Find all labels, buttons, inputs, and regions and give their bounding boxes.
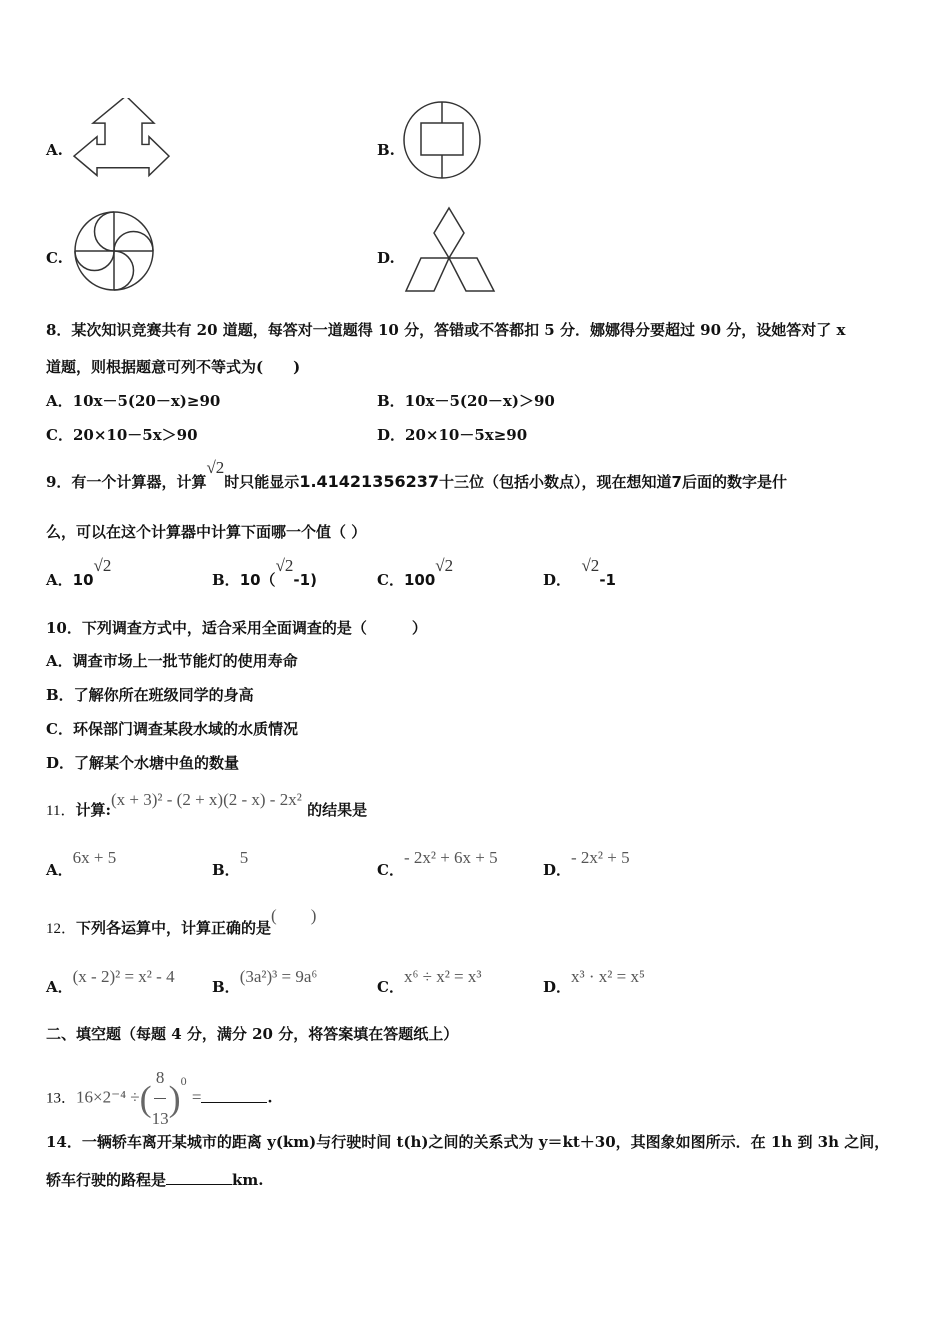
numerator: 8 <box>154 1058 167 1099</box>
option-label: C． <box>377 571 404 589</box>
q12-paren: ( ) <box>271 906 317 925</box>
option-expression: (3a²)³ = 9a⁶ <box>239 967 318 986</box>
q13-expression: 16×2⁻⁴ ÷ <box>76 1087 140 1107</box>
q7-option-d-label: D. <box>377 249 395 267</box>
q14-stem-line2 <box>46 1170 264 1190</box>
option-label: A． <box>46 861 73 879</box>
q10-option-c: C．环保部门调查某段水域的水质情况 <box>46 720 298 738</box>
q9-seven: 7 <box>671 473 682 491</box>
q12-option-a <box>46 967 175 997</box>
sqrt2: √2 <box>93 556 112 575</box>
q9-pre: 9．有一个计算器，计算 <box>46 473 207 491</box>
q8-option-a: A．10x－5(20－x)≥90 <box>46 392 221 410</box>
q11-stem <box>46 790 368 821</box>
option-label: A． <box>46 571 73 589</box>
q8-option-c: C．20×10－5x＞90 <box>46 426 198 444</box>
q10-option-a: A．调查市场上一批节能灯的使用寿命 <box>46 652 298 670</box>
pinwheel-circle-figure <box>74 210 156 292</box>
fraction <box>152 1058 169 1139</box>
q11-post: 的结果是 <box>307 801 368 819</box>
q11-expression: (x + 3)² - (2 + x)(2 - x) - 2x² <box>111 790 302 809</box>
q11-option-d <box>543 848 630 880</box>
q9-stem-line1 <box>46 458 787 492</box>
q11-pre: 计算: <box>75 801 111 819</box>
q7-option-a-label: A. <box>46 141 63 159</box>
option-label: B． <box>212 978 240 996</box>
option-text: 10 <box>72 571 94 589</box>
q13-number: 13． <box>46 1090 77 1107</box>
answer-blank[interactable] <box>201 1088 267 1103</box>
answer-blank[interactable] <box>166 1170 232 1185</box>
option-label: D． <box>543 571 572 589</box>
q12-option-b <box>212 967 318 997</box>
option-expression: - 2x² + 5 <box>571 848 630 867</box>
q12-option-c <box>377 967 482 997</box>
left-paren: ( <box>139 1078 152 1119</box>
q8-option-b: B．10x－5(20－x)＞90 <box>377 392 555 410</box>
q12-text: 下列各运算中，计算正确的是 <box>76 919 272 937</box>
q14-stem-line1: 14．一辆轿车离开某城市的距离 y(km)与行驶时间 t(h)之间的关系式为 y＝kt＋30，其图象如图所示．在 1h 到 3h 之间， <box>46 1133 890 1151</box>
q10-option-d: D．了解某个水塘中鱼的数量 <box>46 754 240 772</box>
denominator: 13 <box>151 1109 169 1128</box>
exponent: 0 <box>180 1073 187 1088</box>
q8-option-d: D．20×10－5x≥90 <box>377 426 528 444</box>
option-label: C． <box>377 861 404 879</box>
option-expression: 6x + 5 <box>72 848 117 867</box>
q8-stem-line2: 道题，则根据题意可列不等式为( ) <box>46 358 301 376</box>
q9-option-a <box>46 556 112 590</box>
q10-option-b: B．了解你所在班级同学的身高 <box>46 686 254 704</box>
option-text: 100 <box>403 571 436 589</box>
q14-unit: km. <box>232 1171 264 1189</box>
option-expression: x⁶ ÷ x² = x³ <box>403 967 482 986</box>
q9-display-value: 1.41421356237 <box>299 472 439 491</box>
option-label: B． <box>212 571 240 589</box>
option-expression: x³ · x² = x⁵ <box>571 967 645 986</box>
q11-option-b <box>212 848 249 880</box>
option-expression: 5 <box>239 848 249 867</box>
q9-option-c <box>377 556 454 590</box>
three-diamonds-figure <box>404 206 498 294</box>
q8-stem-line1: 8．某次知识竞赛共有 20 道题，每答对一道题得 10 分，答错或不答都扣 5 分．娜娜得分要超过 90 分，设她答对了 x <box>46 321 846 339</box>
option-label: C． <box>377 978 404 996</box>
q7-option-b-label: B. <box>377 141 395 159</box>
q12-number: 12． <box>46 921 77 937</box>
option-label: A． <box>46 978 73 996</box>
option-label: B． <box>212 861 240 879</box>
right-paren: ) <box>168 1078 181 1119</box>
q12-option-d <box>543 967 645 997</box>
circle-rectangle-figure <box>402 100 484 180</box>
option-label: D． <box>543 861 572 879</box>
option-label: D． <box>543 978 572 996</box>
option-text: -1 <box>599 571 616 589</box>
sqrt2: √2 <box>581 556 600 575</box>
q9-stem-line2: 么，可以在这个计算器中计算下面哪一个值（ ） <box>46 523 367 541</box>
q11-option-c <box>377 848 498 880</box>
option-text: -1) <box>293 571 317 589</box>
q9-sqrt2: √2 <box>206 458 225 477</box>
section-2-heading: 二、填空题（每题 4 分，满分 20 分，将答案填在答题纸上） <box>46 1025 459 1043</box>
option-expression: (x - 2)² = x² - 4 <box>72 967 175 986</box>
q9-post2: 后面的数字是什 <box>681 473 787 491</box>
arrow-shape-figure <box>72 98 172 180</box>
q9-option-d <box>543 556 616 590</box>
option-text: 10（ <box>239 571 276 589</box>
q12-stem <box>46 906 317 939</box>
sqrt2: √2 <box>435 556 454 575</box>
q13-stem <box>46 1058 273 1139</box>
q9-option-b <box>212 556 317 590</box>
q9-post: 十三位（包括小数点），现在想知道 <box>438 473 672 491</box>
q11-option-a <box>46 848 117 880</box>
period: . <box>267 1088 273 1107</box>
equals: = <box>191 1087 202 1107</box>
q14-pre: 轿车行驶的路程是 <box>46 1171 167 1189</box>
option-expression: - 2x² + 6x + 5 <box>403 848 498 867</box>
q7-option-c-label: C. <box>46 249 63 267</box>
q11-number: 11． <box>46 803 76 819</box>
q10-stem: 10．下列调查方式中，适合采用全面调查的是（ ） <box>46 619 427 637</box>
q9-mid: 时只能显示 <box>224 473 300 491</box>
sqrt2: √2 <box>275 556 294 575</box>
